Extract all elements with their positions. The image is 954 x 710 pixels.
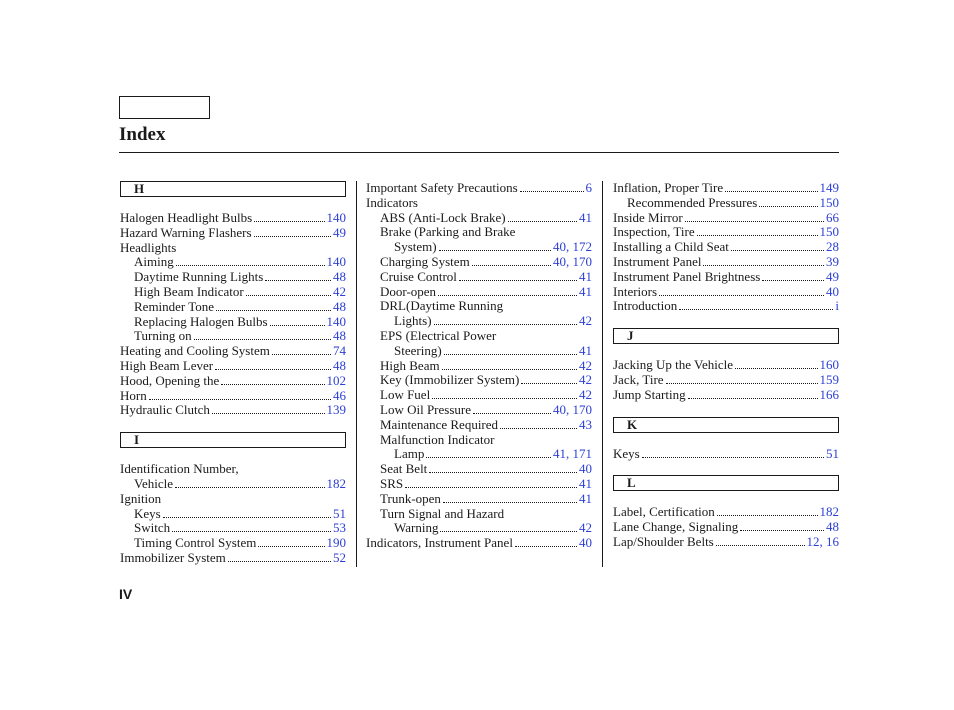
entry-term: Indicators: [366, 194, 418, 210]
entry-term: High Beam Lever: [120, 357, 214, 373]
entry-term: Trunk-open: [380, 490, 441, 506]
dot-leader: [254, 212, 324, 222]
page-reference-link[interactable]: 182: [326, 475, 346, 491]
page-reference-link[interactable]: 28: [826, 239, 839, 255]
dot-leader: [717, 506, 818, 516]
page-reference-link[interactable]: 42: [579, 372, 592, 388]
page-reference-link[interactable]: 140: [326, 210, 346, 225]
entry-term: Low Oil Pressure: [380, 401, 471, 417]
index-entry: [366, 329, 592, 344]
index-entry: [366, 418, 592, 433]
entry-term: Aiming: [134, 254, 174, 270]
page-reference-link[interactable]: 41: [579, 475, 592, 491]
index-entry: [120, 389, 346, 404]
title-divider: [119, 152, 839, 153]
page-reference-link[interactable]: 48: [333, 269, 346, 285]
dot-leader: [520, 182, 584, 192]
index-entry: [120, 300, 346, 315]
index-entry: [613, 196, 839, 211]
dot-leader: [459, 271, 577, 281]
index-entry: [613, 270, 839, 285]
entry-term: Heating and Cooling System: [120, 343, 270, 359]
entry-term: Hood, Opening the: [120, 372, 220, 388]
dot-leader: [473, 404, 551, 414]
entry-term: Vehicle: [134, 475, 173, 491]
index-entry: [366, 181, 592, 196]
entry-term: Jump Starting: [613, 386, 686, 402]
spacer: [613, 461, 839, 475]
page-reference-link[interactable]: 52: [333, 549, 346, 565]
entry-term: Brake (Parking and Brake: [380, 224, 516, 240]
entry-term: Headlights: [120, 239, 177, 255]
index-entry: [120, 285, 346, 300]
page-reference-link[interactable]: i: [835, 298, 839, 314]
section-tab-box: [119, 96, 210, 119]
page-reference-link[interactable]: 43: [579, 416, 592, 432]
dot-leader: [246, 286, 331, 296]
dot-leader: [438, 286, 577, 296]
index-entry: [366, 285, 592, 300]
page-reference-link[interactable]: 41: [579, 283, 592, 299]
index-entry: [613, 299, 839, 314]
page-reference-link[interactable]: 42: [579, 387, 592, 403]
entry-term: Door-open: [380, 283, 437, 299]
page-reference-link[interactable]: 74: [333, 343, 346, 359]
dot-leader: [735, 359, 818, 369]
page-reference-link[interactable]: 41: [579, 342, 592, 358]
index-entry: [366, 536, 592, 551]
entry-term: Keys: [134, 505, 161, 521]
page-reference-link[interactable]: 66: [826, 209, 839, 225]
page-reference-link[interactable]: 41: [579, 209, 592, 225]
index-entry: [120, 536, 346, 551]
index-entry: [120, 477, 346, 492]
entry-term: Keys: [613, 445, 640, 461]
dot-leader: [740, 521, 824, 531]
entry-term: DRL(Daytime Running: [380, 298, 504, 314]
page-reference-link[interactable]: 46: [333, 387, 346, 403]
page-reference-link[interactable]: 140: [326, 254, 346, 270]
index-entry: [366, 521, 592, 536]
dot-leader: [642, 448, 824, 458]
section-header-k: K: [613, 417, 839, 433]
index-entry: [366, 255, 592, 270]
index-entry: [120, 344, 346, 359]
index-entry: [366, 477, 592, 492]
page-reference-link[interactable]: 12, 16: [806, 533, 839, 549]
index-entry: [366, 359, 592, 374]
index-entry: [366, 240, 592, 255]
index-entry: [613, 285, 839, 300]
index-entry: [613, 505, 839, 520]
index-entry: [366, 373, 592, 388]
index-column-2: [366, 181, 592, 551]
dot-leader: [194, 330, 331, 340]
entry-term: Halogen Headlight Bulbs: [120, 210, 253, 225]
index-entry: [120, 507, 346, 522]
index-entry: [613, 535, 839, 550]
dot-leader: [149, 390, 331, 400]
dot-leader: [443, 493, 577, 503]
entry-term: Charging System: [380, 253, 470, 269]
page-reference-link[interactable]: 139: [326, 402, 346, 418]
dot-leader: [716, 536, 805, 546]
entry-term: Inside Mirror: [613, 209, 683, 225]
entry-term: Horn: [120, 387, 147, 403]
index-entry: [613, 225, 839, 240]
page-reference-link[interactable]: 160: [819, 357, 839, 373]
entry-term: Inflation, Proper Tire: [613, 180, 724, 195]
page-reference-link[interactable]: 182: [819, 504, 839, 520]
index-entry: [366, 492, 592, 507]
entry-term: Important Safety Precautions: [366, 180, 518, 195]
page-reference-link[interactable]: 140: [326, 313, 346, 329]
page-reference-link[interactable]: 40, 170: [553, 401, 592, 417]
dot-leader: [444, 345, 577, 355]
index-entry: [366, 225, 592, 240]
entry-term: Warning: [394, 520, 439, 536]
index-entry: [120, 270, 346, 285]
page-title: Index: [119, 124, 166, 145]
dot-leader: [175, 478, 325, 488]
spacer: [120, 418, 346, 432]
page-reference-link[interactable]: 42: [333, 283, 346, 299]
entry-term: Turning on: [134, 328, 192, 344]
index-entry: [613, 447, 839, 462]
page-reference-link[interactable]: 48: [826, 519, 839, 535]
spacer: [613, 314, 839, 328]
page-reference-link[interactable]: 42: [579, 357, 592, 373]
index-entry: [120, 551, 346, 566]
dot-leader: [725, 182, 817, 192]
index-entry: [366, 299, 592, 314]
entry-term: Malfunction Indicator: [380, 431, 495, 447]
dot-leader: [762, 271, 824, 281]
index-entry: [613, 520, 839, 535]
dot-leader: [212, 404, 325, 414]
page-reference-link[interactable]: 149: [819, 180, 839, 195]
entry-term: Introduction: [613, 298, 678, 314]
spacer: [613, 403, 839, 417]
page-reference-link[interactable]: 42: [579, 520, 592, 536]
entry-term: Switch: [134, 520, 171, 536]
index-entry: [613, 181, 839, 196]
dot-leader: [759, 197, 817, 207]
entry-term: ABS (Anti-Lock Brake): [380, 209, 506, 225]
page-reference-link[interactable]: 102: [326, 372, 346, 388]
page-reference-link[interactable]: 51: [826, 445, 839, 461]
entry-term: Seat Belt: [380, 461, 428, 477]
index-entry: [613, 255, 839, 270]
entry-term: Hazard Warning Flashers: [120, 224, 252, 240]
page-reference-link[interactable]: 150: [819, 194, 839, 210]
dot-leader: [270, 316, 325, 326]
page-reference-link[interactable]: 40, 170: [553, 253, 592, 269]
dot-leader: [731, 241, 824, 251]
index-entry: [366, 196, 592, 211]
entry-term: Inspection, Tire: [613, 224, 695, 240]
page-reference-link[interactable]: 40: [579, 461, 592, 477]
entry-term: Reminder Tone: [134, 298, 215, 314]
page-reference-link[interactable]: 41: [579, 268, 592, 284]
page-reference-link[interactable]: 190: [326, 535, 346, 551]
index-entry: [120, 241, 346, 256]
dot-leader: [521, 374, 577, 384]
entry-term: Jack, Tire: [613, 371, 664, 387]
entry-term: Identification Number,: [120, 461, 239, 477]
dot-leader: [172, 522, 331, 532]
dot-leader: [216, 301, 331, 311]
dot-leader: [666, 374, 818, 384]
entry-term: SRS: [380, 475, 404, 491]
index-entry: [366, 314, 592, 329]
dot-leader: [500, 419, 577, 429]
entry-term: Installing a Child Seat: [613, 239, 729, 255]
column-divider: [602, 181, 603, 567]
page-reference-link[interactable]: 49: [826, 268, 839, 284]
index-entry: [120, 359, 346, 374]
index-entry: [366, 344, 592, 359]
dot-leader: [426, 448, 551, 458]
entry-term: EPS (Electrical Power: [380, 327, 497, 343]
index-entry: [366, 433, 592, 448]
index-entry: [366, 447, 592, 462]
entry-term: Jacking Up the Vehicle: [613, 357, 733, 373]
entry-term: Turn Signal and Hazard: [380, 505, 505, 521]
dot-leader: [472, 256, 551, 266]
dot-leader: [228, 552, 331, 562]
index-entry: [613, 240, 839, 255]
entry-term: System): [394, 239, 437, 255]
dot-leader: [440, 522, 577, 532]
page-reference-link[interactable]: 40: [826, 283, 839, 299]
dot-leader: [429, 463, 577, 473]
page-reference-link[interactable]: 166: [819, 386, 839, 402]
entry-term: Instrument Panel Brightness: [613, 268, 761, 284]
dot-leader: [163, 508, 331, 518]
dot-leader: [508, 212, 577, 222]
entry-term: Replacing Halogen Bulbs: [134, 313, 268, 329]
page-reference-link[interactable]: 40, 172: [553, 239, 592, 255]
page-reference-link[interactable]: 150: [819, 224, 839, 240]
entry-term: Lap/Shoulder Belts: [613, 533, 714, 549]
dot-leader: [432, 389, 577, 399]
entry-term: Lights): [394, 313, 432, 329]
entry-term: Hydraulic Clutch: [120, 402, 210, 418]
entry-term: Lane Change, Signaling: [613, 519, 739, 535]
index-entry: [120, 315, 346, 330]
page-reference-link[interactable]: 48: [333, 328, 346, 344]
page-reference-link[interactable]: 42: [579, 313, 592, 329]
entry-term: Maintenance Required: [380, 416, 499, 432]
section-header-i: I: [120, 432, 346, 448]
dot-leader: [221, 375, 324, 385]
index-entry: [613, 373, 839, 388]
index-entry: [120, 403, 346, 418]
index-entry: [613, 388, 839, 403]
index-entry: [120, 521, 346, 536]
entry-term: Interiors: [613, 283, 658, 299]
entry-term: Low Fuel: [380, 387, 431, 403]
page-reference-link[interactable]: 51: [333, 505, 346, 521]
column-divider: [356, 181, 357, 567]
page-reference-link[interactable]: 41: [579, 490, 592, 506]
index-column-1: [120, 181, 346, 566]
section-header-j: J: [613, 328, 839, 344]
index-entry: [120, 329, 346, 344]
dot-leader: [697, 226, 818, 236]
index-entry: [366, 462, 592, 477]
index-entry: [613, 358, 839, 373]
entry-term: High Beam: [380, 357, 440, 373]
index-entry: [120, 255, 346, 270]
section-header-h: H: [120, 181, 346, 197]
dot-leader: [685, 212, 824, 222]
dot-leader: [272, 345, 331, 355]
dot-leader: [442, 360, 577, 370]
entry-term: Timing Control System: [134, 535, 257, 551]
dot-leader: [254, 227, 331, 237]
dot-leader: [659, 286, 824, 296]
index-entry: [366, 388, 592, 403]
dot-leader: [258, 537, 324, 547]
entry-term: High Beam Indicator: [134, 283, 244, 299]
index-entry: [120, 226, 346, 241]
page-number: IV: [119, 586, 133, 602]
index-entry: [366, 507, 592, 522]
dot-leader: [679, 300, 833, 310]
index-entry: [366, 403, 592, 418]
index-column-3: [613, 181, 839, 550]
dot-leader: [176, 256, 325, 266]
index-entry: [120, 374, 346, 389]
dot-leader: [439, 241, 551, 251]
dot-leader: [515, 537, 577, 547]
entry-term: Cruise Control: [380, 268, 457, 284]
entry-term: Instrument Panel: [613, 253, 702, 269]
entry-term: Steering): [394, 342, 442, 358]
dot-leader: [215, 360, 331, 370]
dot-leader: [405, 478, 577, 488]
index-entry: [120, 462, 346, 477]
section-header-l: L: [613, 475, 839, 491]
index-entry: [613, 211, 839, 226]
dot-leader: [434, 315, 577, 325]
index-entry: [120, 211, 346, 226]
entry-term: Indicators, Instrument Panel: [366, 535, 513, 551]
page-reference-link[interactable]: 48: [333, 298, 346, 314]
entry-term: Lamp: [394, 446, 425, 462]
index-entry: [366, 270, 592, 285]
page-reference-link[interactable]: 159: [819, 371, 839, 387]
page-reference-link[interactable]: 53: [333, 520, 346, 536]
dot-leader: [688, 389, 818, 399]
page-reference-link[interactable]: 41, 171: [553, 446, 592, 462]
page-reference-link[interactable]: 49: [333, 224, 346, 240]
dot-leader: [265, 271, 331, 281]
entry-term: Immobilizer System: [120, 549, 226, 565]
entry-term: Label, Certification: [613, 504, 715, 520]
entry-term: Recommended Pressures: [627, 194, 758, 210]
entry-term: Daytime Running Lights: [134, 269, 264, 285]
index-entry: [366, 211, 592, 226]
page-reference-link[interactable]: 40: [579, 535, 592, 551]
page-reference-link[interactable]: 39: [826, 253, 839, 269]
page-reference-link[interactable]: 6: [585, 180, 592, 195]
page-reference-link[interactable]: 48: [333, 357, 346, 373]
index-entry: [120, 492, 346, 507]
entry-term: Key (Immobilizer System): [380, 372, 520, 388]
dot-leader: [703, 256, 824, 266]
entry-term: Ignition: [120, 490, 162, 506]
